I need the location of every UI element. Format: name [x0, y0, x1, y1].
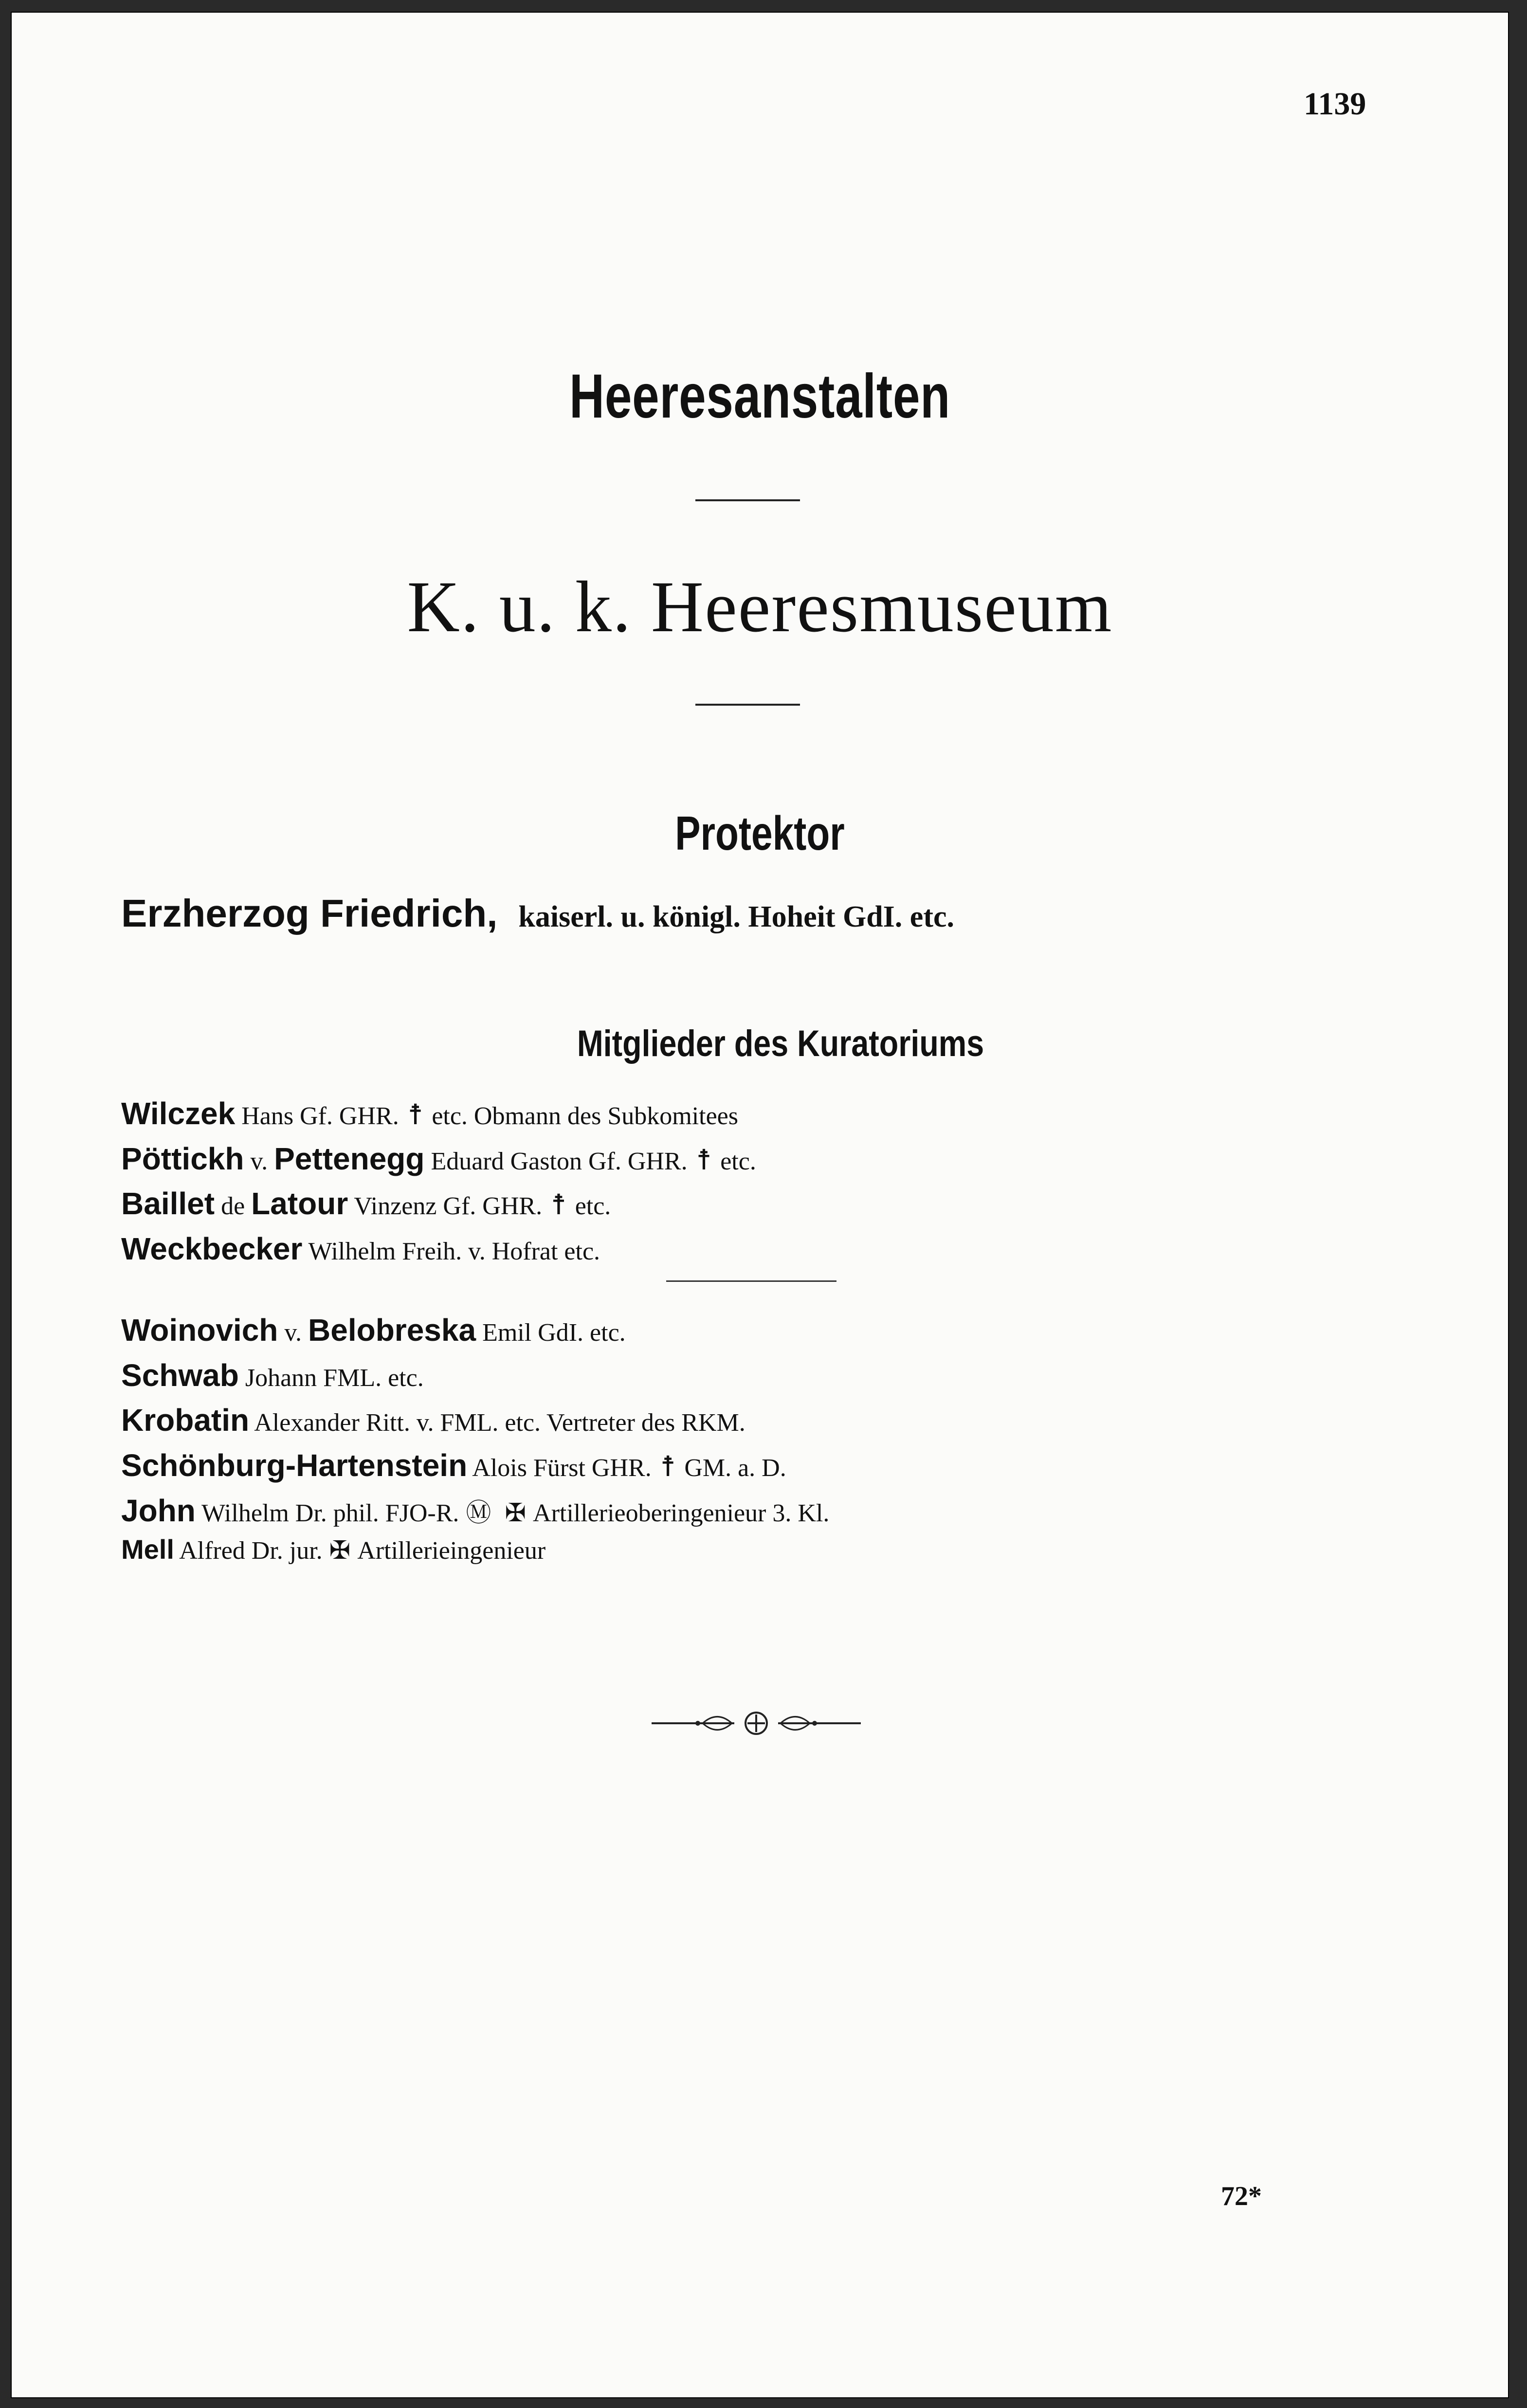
list-item [121, 1141, 756, 1177]
member-tail: Artillerieingenieur [357, 1537, 546, 1565]
section-title: Heeresanstalten [569, 362, 951, 431]
cross-icon: ☨ [551, 1188, 566, 1221]
member-surname-2: Latour [251, 1186, 348, 1221]
member-details: Johann FML. etc. [245, 1364, 424, 1392]
protektor-details: kaiserl. u. königl. Hoheit GdI. etc. [518, 900, 954, 933]
list-item [121, 1312, 626, 1348]
list-item [121, 1402, 745, 1438]
cross-icon: ☨ [696, 1143, 712, 1176]
protektor-heading: Protektor [675, 806, 845, 860]
member-tail: etc. Obmann des Subkomitees [432, 1102, 738, 1130]
institution-title: K. u. k. Heeresmuseum [407, 566, 1113, 647]
kuratorium-heading: Mitglieder des Kuratoriums [577, 1023, 984, 1064]
member-details: Vinzenz Gf. GHR. [354, 1192, 543, 1220]
member-surname: Mell [121, 1534, 174, 1565]
member-surname: Baillet [121, 1186, 215, 1221]
member-tail: Artillerieoberingenieur 3. Kl. [533, 1499, 830, 1527]
page-number: 1139 [1304, 86, 1366, 122]
member-tail: GM. a. D. [684, 1454, 786, 1482]
member-details: Hans Gf. GHR. [241, 1102, 399, 1130]
institution-rule [695, 704, 800, 706]
order-cross-icon: ✠ [505, 1498, 527, 1528]
protektor-line [121, 891, 954, 936]
member-particle: v. [284, 1319, 302, 1347]
member-surname: John [121, 1493, 196, 1528]
member-details: Wilhelm Dr. phil. FJO-R. [201, 1499, 459, 1527]
list-item [121, 1533, 545, 1565]
member-surname-2: Pettenegg [274, 1141, 425, 1176]
member-surname: Schwab [121, 1358, 239, 1393]
protektor-name: Erzherzog Friedrich, [121, 892, 498, 935]
order-cross-icon: ✠ [329, 1536, 351, 1565]
fleuron-ornament [649, 1709, 863, 1738]
member-details: Alexander Ritt. v. FML. etc. Vertreter des RKM. [254, 1409, 745, 1437]
circled-m-icon: Ⓜ [466, 1498, 491, 1528]
member-surname: Wilczek [121, 1096, 236, 1131]
list-item [121, 1095, 738, 1131]
signature-mark: 72* [1221, 2181, 1262, 2211]
group-divider [666, 1280, 836, 1282]
member-surname: Weckbecker [121, 1231, 303, 1266]
member-surname: Krobatin [121, 1403, 250, 1438]
cross-icon: ☨ [407, 1098, 423, 1131]
member-details: Alfred Dr. jur. [179, 1537, 323, 1565]
member-tail: etc. [720, 1148, 756, 1175]
list-item [121, 1357, 424, 1393]
page-sheet [11, 12, 1509, 2398]
member-surname: Woinovich [121, 1313, 278, 1348]
list-item [121, 1186, 611, 1222]
member-surname: Pöttickh [121, 1141, 244, 1176]
member-particle: v. [250, 1148, 268, 1175]
member-details: Eduard Gaston Gf. GHR. [431, 1148, 688, 1175]
member-details: Alois Fürst GHR. [472, 1454, 652, 1482]
list-item [121, 1492, 829, 1529]
list-item [121, 1447, 786, 1483]
member-surname-2: Belobreska [308, 1313, 476, 1348]
list-item [121, 1231, 600, 1267]
cross-icon: ☨ [660, 1450, 676, 1483]
member-particle: de [221, 1192, 245, 1220]
member-tail: etc. [575, 1192, 611, 1220]
title-rule [695, 499, 800, 501]
member-surname: Schönburg-Hartenstein [121, 1448, 468, 1483]
member-details: Emil GdI. etc. [482, 1319, 626, 1347]
member-details: Wilhelm Freih. v. Hofrat etc. [308, 1238, 600, 1265]
